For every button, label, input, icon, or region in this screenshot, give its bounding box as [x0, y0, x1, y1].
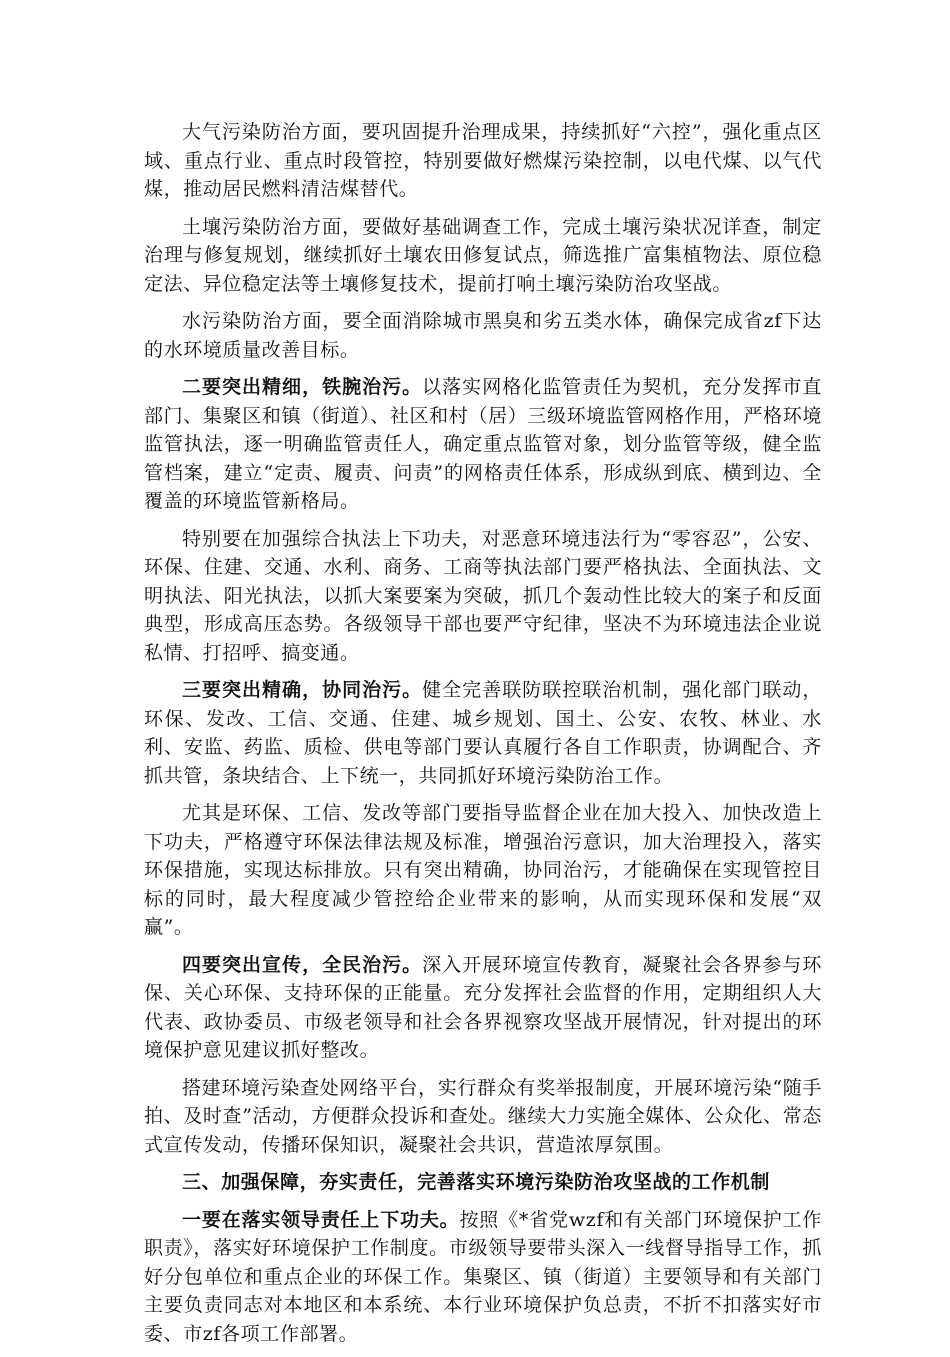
paragraph-soil-pollution [144, 213, 822, 299]
paragraph-coordinated-governance [144, 676, 822, 790]
paragraph-water-pollution [144, 307, 822, 364]
paragraph-air-pollution [144, 118, 822, 204]
paragraph-text: 按照《*省党wzf和有关部门环境保护工作职责》，落实好环境保护工作制度。市级领导要带头深入一线督导指导工作，抓好分包单位和重点企业的环保工作。集聚区、镇（街道）主要领导和有关部门主要负责同志对本地区和本系统、本行业环境保护负总责，不折不扣落实好市委、市zf各项工作部署。 [144, 1208, 822, 1345]
paragraph-text: 深入开展环境宣传教育，凝聚社会各界参与环保、关心环保、支持环保的正能量。充分发挥社会监督的作用，定期组织人大代表、政协委员、市级老领导和社会各界视察攻坚战开展情况，针对提出的环境保护意见建议抓好整改。 [144, 953, 822, 1061]
paragraph-text: 尤其是环保、工信、发改等部门要指导监督企业在加大投入、加快改造上下功夫，严格遵守环保法律法规及标准，增强治污意识，加大治理投入，落实环保措施，实现达标排放。只有突出精确，协同治污，才能确保在实现管控目标的同时，最大程度减少管控给企业带来的影响，从而实现环保和发展“双赢”。 [144, 802, 822, 938]
document-page [144, 118, 822, 1357]
paragraph-text: 土壤污染防治方面，要做好基础调查工作，完成土壤污染状况详查，制定治理与修复规划，继续抓好土壤农田修复试点，筛选推广富集植物法、原位稳定法、异位稳定法等土壤修复技术，提前打响土壤污染防治攻坚战。 [144, 215, 822, 295]
paragraph-lead: 四要突出宣传，全民治污。 [182, 953, 423, 976]
paragraph-text: 搭建环境污染查处网络平台，实行群众有奖举报制度，开展环境污染“随手拍、及时查”活动，方便群众投诉和查处。继续大力实施全媒体、公众化、常态式宣传发动，传播环保知识，凝聚社会共识，营造浓厚氛围。 [144, 1076, 822, 1156]
paragraph-text: 以落实网格化监管责任为契机，充分发挥市直部门、集聚区和镇（街道）、社区和村（居）三级环境监管网格作用，严格环境监管执法，逐一明确监管责任人，确定重点监管对象，划分监管等级，健全监管档案，建立“定责、履责、问责”的网格责任体系，形成纵到底、横到边、全覆盖的环境监管新格局。 [144, 376, 822, 512]
paragraph-lead: 三要突出精确，协同治污。 [182, 679, 423, 701]
paragraph-publicity [144, 951, 822, 1065]
paragraph-text: 特别要在加强综合执法上下功夫，对恶意环境违法行为“零容忍”，公安、环保、住建、交通、水利、商务、工商等执法部门要严格执法、全面执法、文明执法、阳光执法，以抓大案要案为突破，抓几个轰动性比较大的案子和反面典型，形成高压态势。各级领导干部也要严守纪律，坚决不为环境违法企业说私情、打招呼、搞变通。 [144, 527, 822, 664]
paragraph-text: 大气污染防治方面，要巩固提升治理成果，持续抓好“六控”，强化重点区域、重点行业、重点时段管控，特别要做好燃煤污染控制，以电代煤、以气代煤，推动居民燃料清洁煤替代。 [144, 121, 822, 200]
paragraph-reporting-platform [144, 1074, 822, 1160]
paragraph-refined-governance [144, 373, 822, 516]
paragraph-enterprise-guidance [144, 799, 822, 942]
paragraph-law-enforcement [144, 525, 822, 668]
paragraph-lead: 二要突出精细，铁腕治污。 [182, 376, 423, 398]
paragraph-text: 水污染防治方面，要全面消除城市黑臭和劣五类水体，确保完成省zf下达的水环境质量改善目标。 [144, 310, 822, 361]
section-heading: 三、加强保障，夯实责任，完善落实环境污染防治攻坚战的工作机制 [182, 1171, 771, 1193]
paragraph-leadership-responsibility [144, 1206, 822, 1349]
paragraph-text: 健全完善联防联控联治机制，强化部门联动，环保、发改、工信、交通、住建、城乡规划、国土、公安、农牧、林业、水利、安监、药监、质检、供电等部门要认真履行各自工作职责，协调配合、齐抓共管，条块结合、上下统一，共同抓好环境污染防治工作。 [144, 679, 822, 787]
paragraph-lead: 一要在落实领导责任上下功夫。 [182, 1208, 460, 1231]
